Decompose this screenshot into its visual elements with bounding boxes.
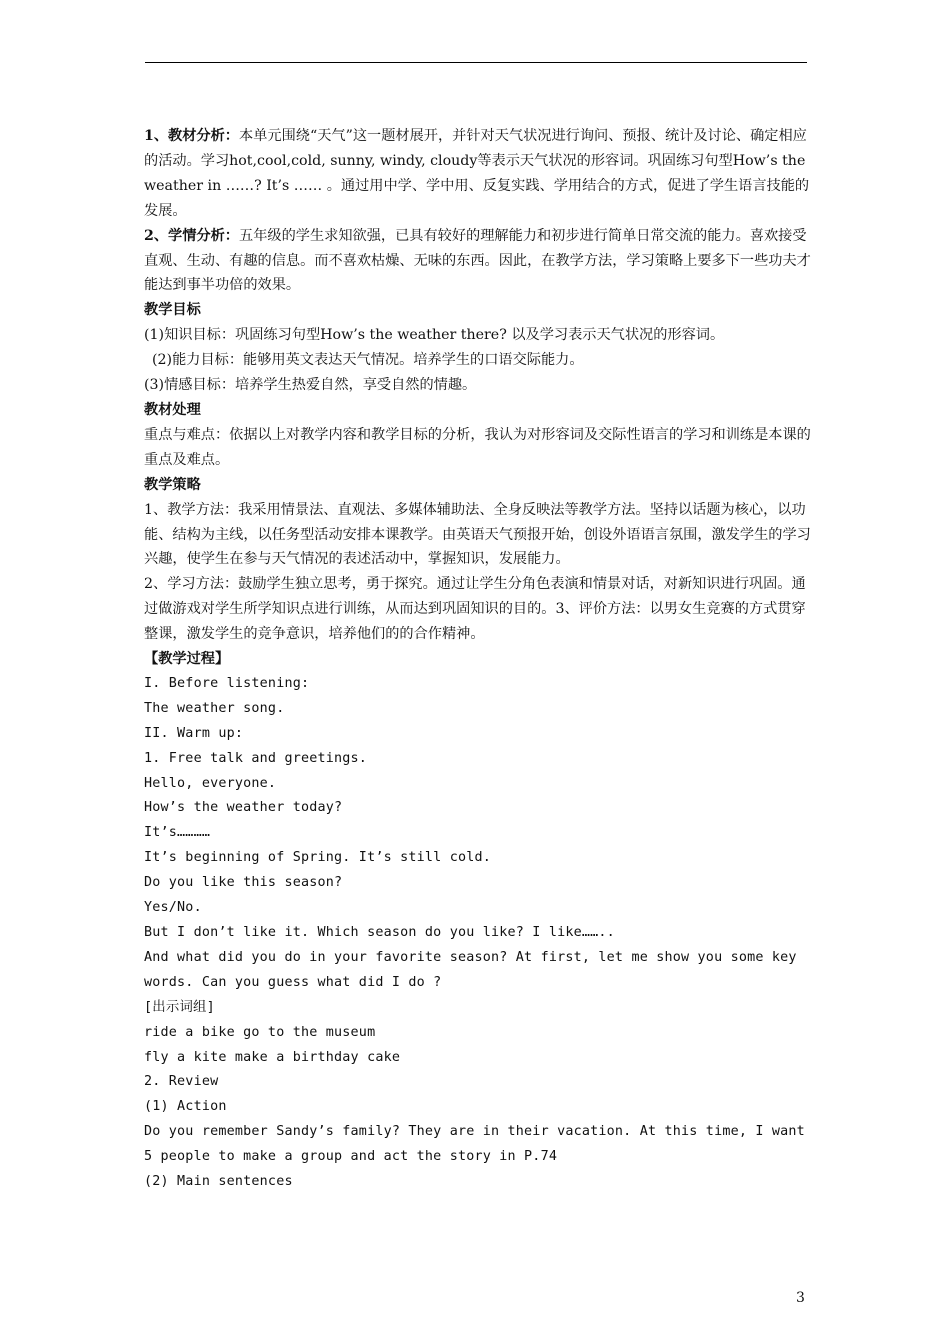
processing-text: 重点与难点：依据以上对教学内容和教学目标的分析，我认为对形容词及交际性语言的学习和训练是本课的重点及难点。 (144, 426, 811, 468)
process-line: II. Warm up: (144, 725, 244, 741)
process-line: And what did you do in your favorite season? At first, let me show you some key words. Can you guess what did I do ? (144, 949, 797, 990)
process-line: The weather song. (144, 700, 285, 716)
process-line: 1. Free talk and greetings. (144, 750, 368, 766)
process-line: Hello, everyone. (144, 775, 277, 791)
section-analysis-material (144, 124, 812, 224)
strategy-text: 2、学习方法：鼓励学生独立思考，勇于探究。通过让学生分角色表演和情景对话，对新知识进行巩固。通过做游戏对学生所学知识点进行训练，从而达到巩固知识的目的。3、评价方法：以男女生竞赛的方式贯穿整课，激发学生的竞争意识，培养他们的的合作精神。 (144, 576, 806, 643)
section-text: 五年级的学生求知欲强，已具有较好的理解能力和初步进行简单日常交流的能力。喜欢接受直观、生动、有趣的信息。而不喜欢枯燥、无味的东西。因此，在教学方法，学习策略上要多下一些功夫才能达到事半功倍的效果。 (144, 227, 811, 294)
page-number: 3 (796, 1290, 805, 1306)
process-line: ride a bike go to the museum (144, 1024, 376, 1040)
goal-item: (2)能力目标：能够用英文表达天气情况。培养学生的口语交际能力。 (152, 352, 584, 369)
goal-item: (1)知识目标：巩固练习句型How’s the weather there? 以及学习表示天气状况的形容词。 (144, 327, 725, 344)
section-heading: 2、学情分析： (144, 227, 239, 244)
process-line: (1) Action (144, 1099, 227, 1115)
section-text: 本单元围绕“天气”这一题材展开，并针对天气状况进行询问、预报、统计及讨论、确定相应的活动。学习hot,cool,cold, sunny, windy, cloudy等表示天气状况的形容词。巩固练习句型How’s the weather in ……? It’s …… 。通过用中学、学中用、反复实践、学用结合的方式，促进了学生语言技能的发展。 (144, 128, 810, 219)
process-line: 2. Review (144, 1074, 219, 1090)
goals-heading: 教学目标 (144, 302, 201, 319)
section-heading: 1、教材分析： (144, 128, 239, 144)
process-line: fly a kite make a birthday cake (144, 1049, 401, 1065)
process-line: Yes/No. (144, 900, 202, 916)
process-lines (144, 672, 812, 1195)
process-line: Do you remember Sandy’s family? They are in their vacation. At this time, I want 5 people to make a group and act the story in P.74 (144, 1124, 805, 1165)
process-heading: 【教学过程】 (144, 651, 230, 668)
process-line: How’s the weather today? (144, 800, 343, 816)
process-line: I. Before listening: (144, 675, 310, 691)
goal-item: (3)情感目标：培养学生热爱自然，享受自然的情趣。 (144, 377, 477, 394)
document-body (144, 124, 812, 1195)
process-line: Do you like this season? (144, 875, 343, 891)
strategy-heading: 教学策略 (144, 476, 201, 493)
section-analysis-students (144, 224, 812, 299)
processing-heading: 教材处理 (144, 401, 201, 418)
process-line: It’s………… (144, 825, 211, 841)
process-line: It’s beginning of Spring. It’s still cold. (144, 850, 491, 866)
process-line: (2) Main sentences (144, 1174, 293, 1190)
process-line: [出示词组] (144, 999, 215, 1015)
process-line: But I don’t like it. Which season do you like? I like…….. (144, 925, 615, 940)
strategy-text: 1、教学方法：我采用情景法、直观法、多媒体辅助法、全身反映法等教学方法。坚持以话题为核心，以功能、结构为主线，以任务型活动安排本课教学。由英语天气预报开始，创设外语语言氛围，激发学生的学习兴趣，使学生在参与天气情况的表述活动中，掌握知识，发展能力。 (144, 501, 811, 568)
header-rule (145, 62, 807, 63)
